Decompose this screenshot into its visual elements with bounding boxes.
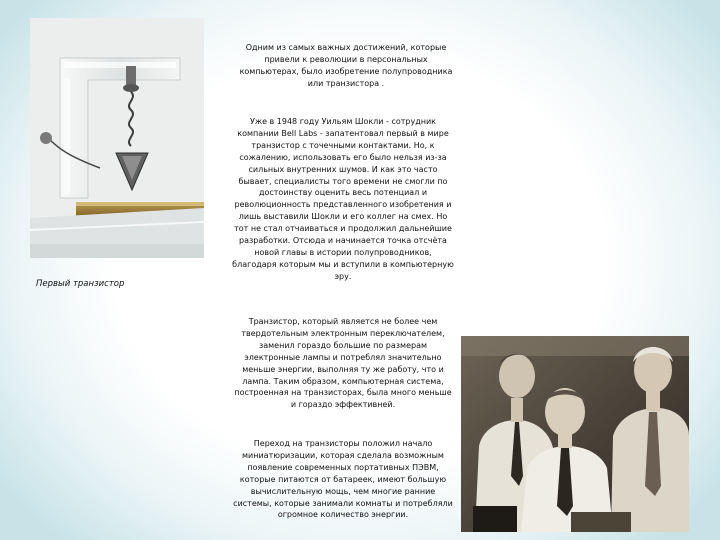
paragraph-switch: Транзистор, который является не более чем твердотельным электронным переключателем, заменил гораздо большие по размерам электронные лампы и потреблял значительно меньше энергии, выполняя ту же работу, что и лампа. Таким образом, компьютерная система, построенная на транзисторах, была много меньше и гораздо эффективней. <box>234 317 452 410</box>
first-transistor-photo <box>30 18 204 258</box>
inventors-photo <box>461 336 689 532</box>
paragraph-miniaturization: Переход на транзисторы положил начало миниатюризации, которая сделала возможным появление современных портативных ПЭВМ, которые питаются от батареек, имеют большую вычислительную мощь, чем многие ранние системы, которые занимали комнаты и потребляли огромное количество энергии. <box>233 439 453 520</box>
paragraph-intro: Одним из самых важных достижений, которые привели к революции в персональных компьютерах, было изобретение полупроводника или транзистора . <box>239 43 453 88</box>
photo-caption: Первый транзистор <box>36 279 125 289</box>
paragraph-history: Уже в 1948 году Уильям Шокли - сотрудник компании Bell Labs - запатентовал первый в мире транзистор с точечными контактами. Но, к сожалению, использовать его было нельзя из-за сильных внутренних шумов. И как это часто бывает, специалисты того времени не смогли по достоинству оценить весь потенциал и революционность представленного изобретения и лишь выставили Шокли и его коллег на смех. Но тот не стал отчаиваться и продолжил дальнейшие разработки. Отсюда и начинается точка отсчёта новой главы в истории полупроводников, благодаря которым мы и вступили в компьютерную эру. <box>232 117 454 281</box>
